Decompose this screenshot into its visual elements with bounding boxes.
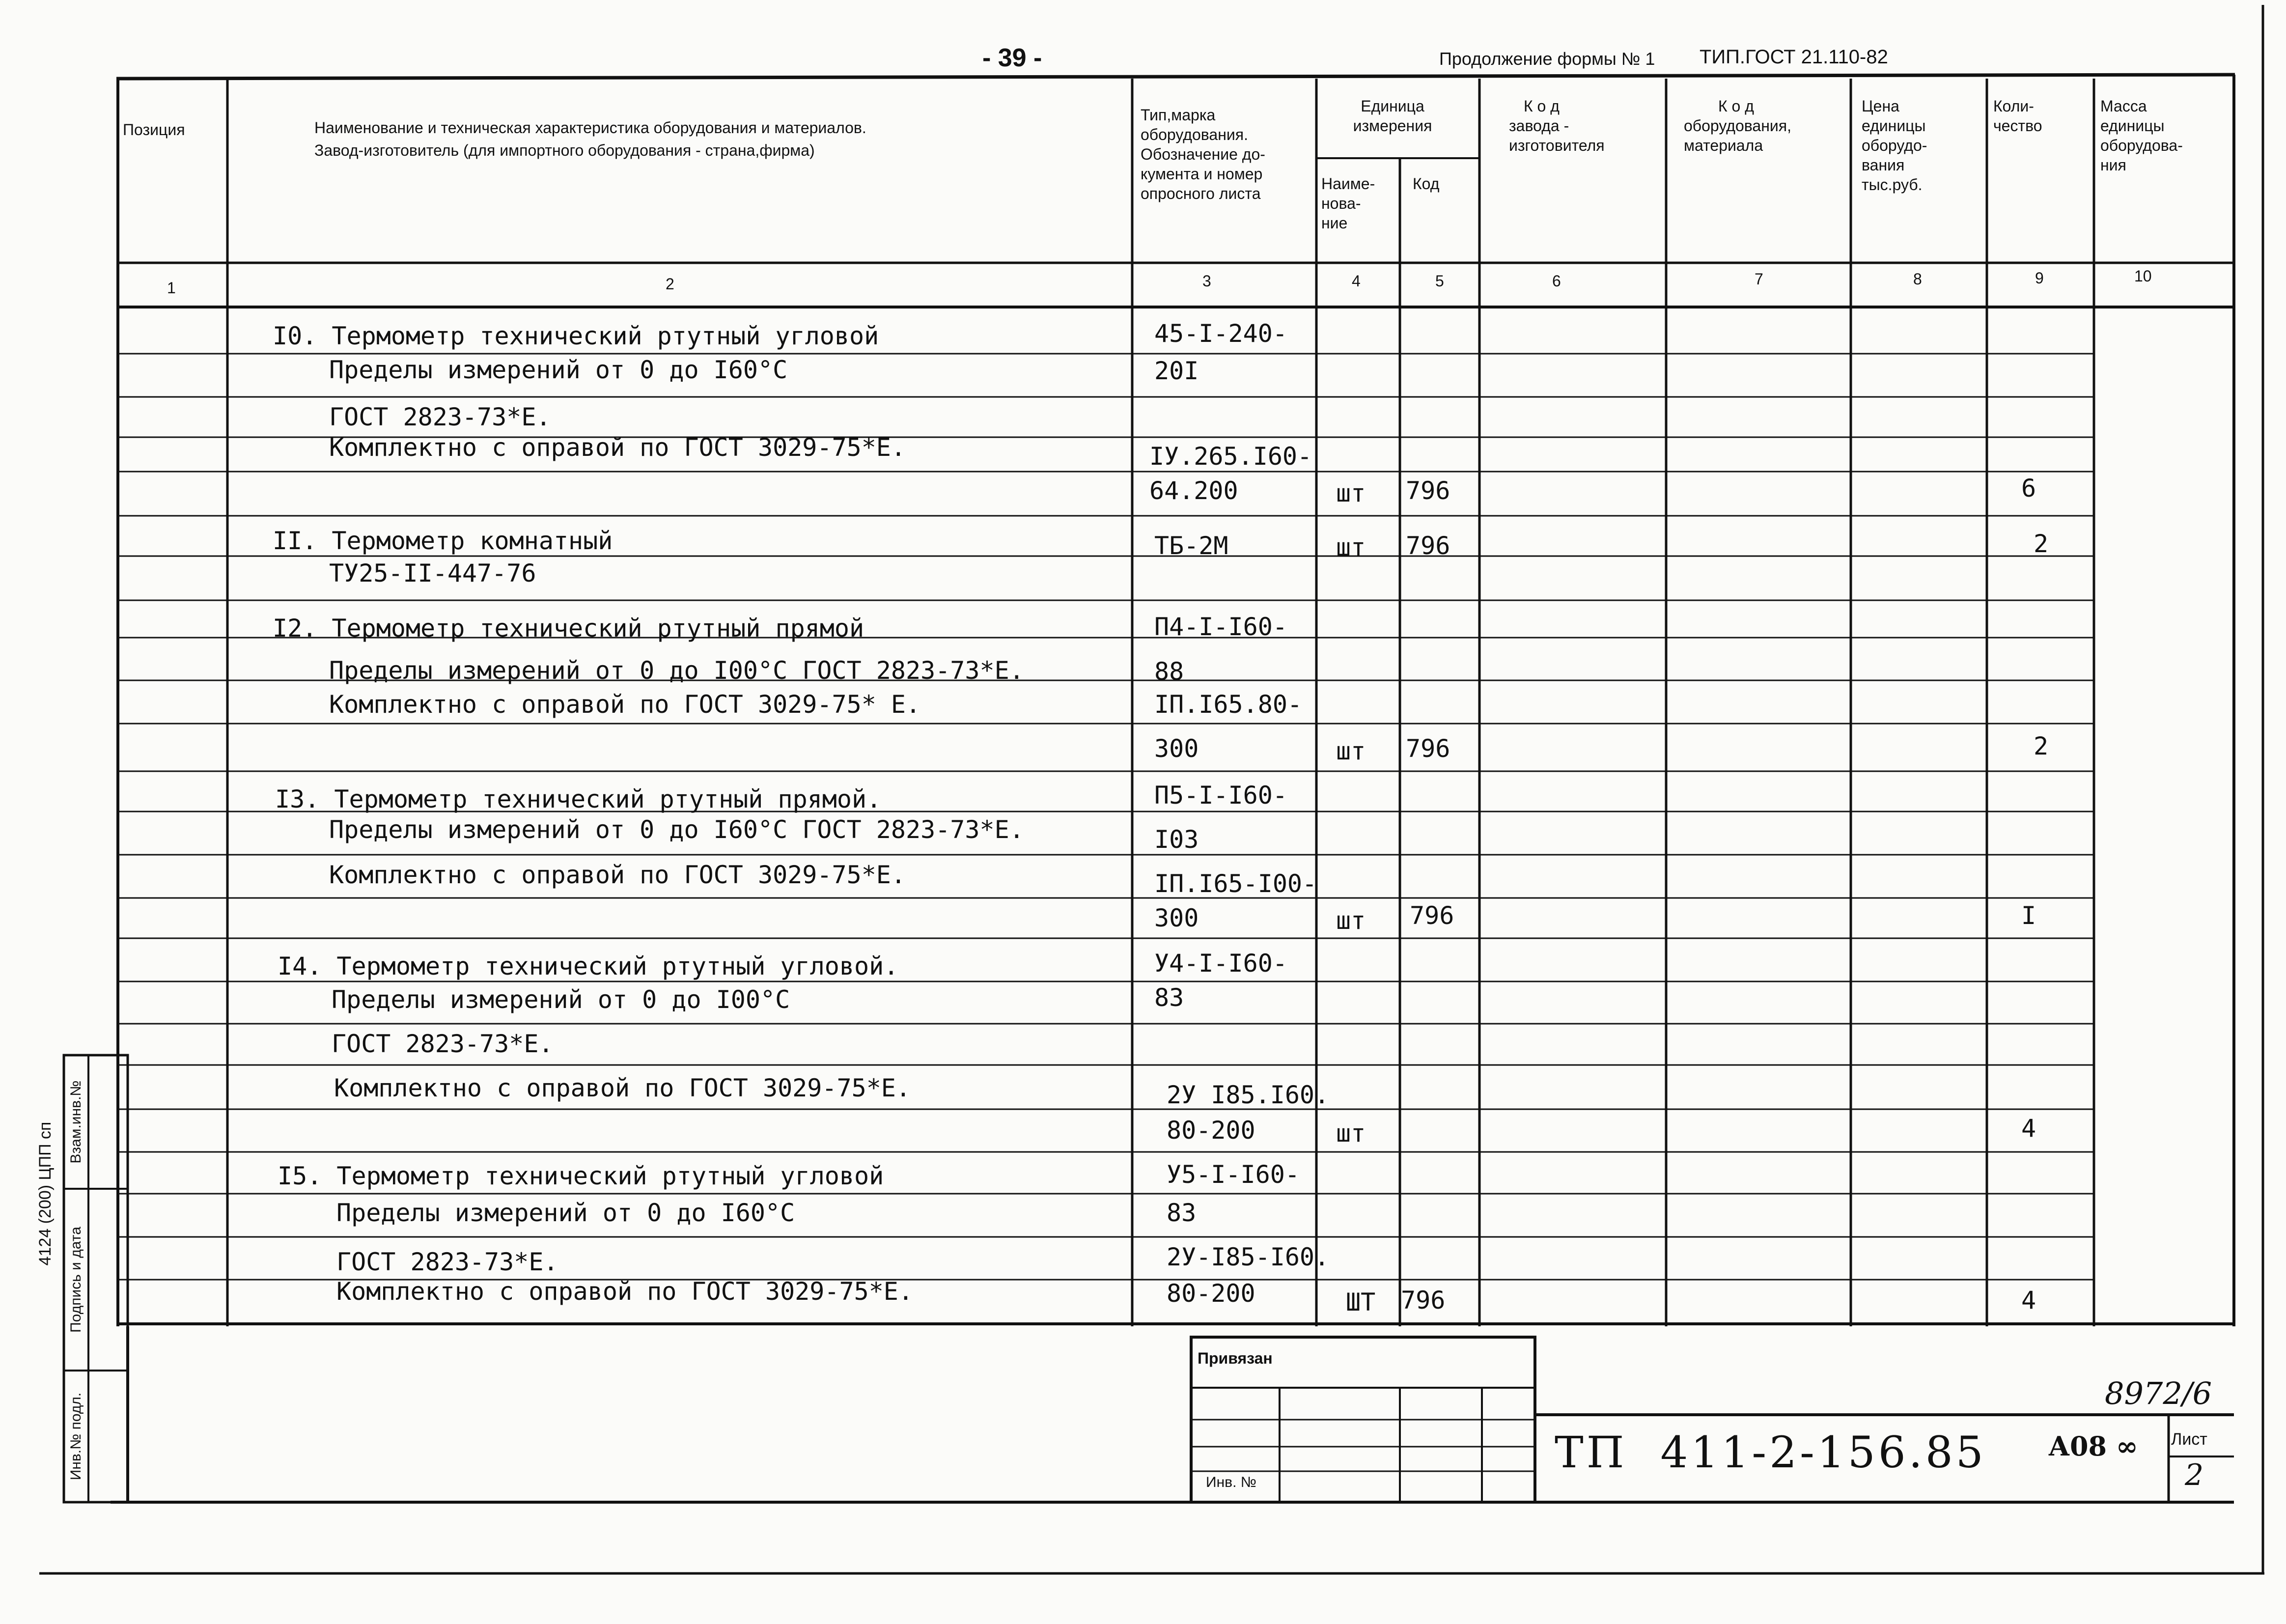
row-type: 88 (1154, 657, 1184, 686)
header-equipment-code-line: К о д (1718, 97, 1754, 115)
header-unit-group-line: измерения (1353, 117, 1432, 135)
row-name: ГОСТ 2823-73*Е. (332, 1030, 554, 1058)
row-type: IП.I65-I00- (1154, 869, 1317, 898)
row-name: I3. Термометр технический ртутный прямой. (275, 785, 882, 813)
document-number: 8972/6 (2105, 1375, 2212, 1411)
header-plant-code (1509, 96, 1605, 155)
album-mark: А08 ∞ (2048, 1430, 2138, 1462)
title-block-inv-no: Инв. № (1206, 1474, 1256, 1490)
column-number: 1 (167, 279, 176, 297)
column-number: 10 (2134, 267, 2152, 285)
row-unit: шт (1336, 1119, 1366, 1148)
row-name: ГОСТ 2823-73*Е. (329, 403, 551, 431)
row-name: I5. Термометр технический ртутный угловой (278, 1162, 884, 1190)
title-block-linked: Привязан (1198, 1349, 1273, 1367)
row-name: Комплектно с оправой по ГОСТ 3029-75* Е. (329, 690, 921, 719)
header-unit-code: Код (1413, 175, 1440, 193)
header-unit-name-line: ние (1321, 214, 1348, 232)
row-name: Комплектно с оправой по ГОСТ 3029-75*Е. (329, 433, 906, 462)
row-type: 300 (1154, 904, 1199, 932)
header-name-line1: Наименование и техническая характеристика оборудования и материалов. (314, 119, 866, 137)
row-type: IУ.265.I60- (1149, 442, 1312, 471)
row-name: II. Термометр комнатный (273, 527, 613, 555)
row-code: 796 (1406, 734, 1450, 763)
row-type: У4-I-I60- (1154, 949, 1287, 978)
header-price-line: единицы (1862, 117, 1926, 135)
header-plant-code-line: завода - (1509, 117, 1569, 135)
row-type: 20I (1154, 357, 1199, 385)
header-mass-line: единицы (2100, 117, 2165, 135)
row-quantity: 4 (2021, 1286, 2036, 1315)
row-quantity: 2 (2034, 732, 2049, 760)
row-name: Пределы измерений от 0 до I60°С (336, 1199, 795, 1227)
header-unit-name (1321, 174, 1375, 233)
header-unit-name-line: Наиме- (1321, 175, 1375, 193)
header-price-line: тыс.руб. (1862, 176, 1923, 194)
row-code: 796 (1401, 1286, 1446, 1315)
header-type-line: кумента и номер (1141, 165, 1263, 183)
document-code: ТП 411-2-156.85 (1555, 1427, 1986, 1478)
row-type: П5-I-I60- (1154, 781, 1287, 810)
row-type: 2У I85.I60. (1167, 1081, 1330, 1109)
row-name: ТУ25-II-447-76 (329, 559, 536, 588)
header-type-line: оборудования. (1141, 126, 1248, 143)
header-price-line: Цена (1862, 97, 1899, 115)
row-quantity: 6 (2021, 474, 2036, 503)
side-stamp-signature: Подпись и дата (68, 1227, 84, 1333)
row-unit: шт (1336, 533, 1366, 561)
column-number: 5 (1435, 272, 1444, 290)
row-type: 83 (1167, 1199, 1197, 1227)
row-name: Пределы измерений от 0 до I00°С ГОСТ 2823-73*Е. (329, 656, 1024, 685)
row-type: 80-200 (1167, 1116, 1255, 1145)
row-type: 64.200 (1149, 476, 1238, 505)
header-quantity (1993, 96, 2042, 136)
row-code: 796 (1410, 901, 1454, 930)
header-position: Позиция (123, 121, 185, 139)
header-mass (2100, 96, 2183, 175)
row-type: 300 (1154, 734, 1199, 763)
header-unit-group-line: Единица (1361, 97, 1424, 115)
column-number: 8 (1913, 270, 1922, 288)
row-type: 2У-I85-I60. (1167, 1243, 1330, 1271)
header-mass-line: ния (2100, 156, 2126, 174)
row-name: Пределы измерений от 0 до I60°С (329, 356, 788, 384)
header-type-line: Тип,марка (1141, 106, 1216, 124)
column-number: 4 (1352, 272, 1361, 290)
header-plant-code-line: К о д (1524, 97, 1560, 115)
header-equipment-code-line: оборудования, (1684, 117, 1791, 135)
row-type: 45-I-240- (1154, 319, 1287, 348)
row-quantity: 2 (2034, 530, 2049, 558)
header-equipment-code (1684, 96, 1791, 155)
row-type: I03 (1154, 825, 1199, 854)
side-stamp-original-inv: Инв.№ подл. (68, 1392, 84, 1481)
row-name: Пределы измерений от 0 до I00°С (332, 985, 790, 1014)
row-name: I4. Термометр технический ртутный угловой. (278, 952, 899, 980)
row-unit: ШТ (1346, 1288, 1376, 1316)
header-price (1862, 96, 1927, 195)
row-quantity: 4 (2021, 1114, 2036, 1143)
header-type-line: опросного листа (1141, 185, 1261, 202)
row-unit: шт (1336, 479, 1366, 507)
header-type-line: Обозначение до- (1141, 145, 1265, 163)
header-price-line: вания (1862, 156, 1905, 174)
row-type: 80-200 (1167, 1279, 1255, 1308)
sheet-number: 2 (2185, 1458, 2204, 1492)
column-number: 3 (1202, 272, 1211, 290)
header-mass-line: оборудова- (2100, 137, 2183, 154)
row-unit: шт (1336, 906, 1366, 935)
row-code: 796 (1406, 532, 1450, 560)
sheet-label: Лист (2171, 1430, 2207, 1449)
row-unit: шт (1336, 737, 1366, 765)
header-quantity-line: Коли- (1993, 97, 2034, 115)
row-type: ТБ-2М (1154, 532, 1228, 560)
row-name: Пределы измерений от 0 до I60°С ГОСТ 2823-73*Е. (329, 815, 1024, 844)
row-name: ГОСТ 2823-73*Е. (336, 1248, 558, 1276)
header-equipment-code-line: материала (1684, 137, 1763, 154)
column-number: 6 (1552, 272, 1561, 290)
header-name-line2: Завод-изготовитель (для импортного оборудования - страна,фирма) (314, 141, 815, 159)
header-mass-line: Масса (2100, 97, 2147, 115)
header-price-line: оборудо- (1862, 137, 1927, 154)
row-name: Комплектно с оправой по ГОСТ 3029-75*Е. (336, 1277, 913, 1306)
header-unit-name-line: нова- (1321, 195, 1361, 212)
row-type: IП.I65.80- (1154, 690, 1303, 719)
row-type: У5-I-I60- (1167, 1160, 1300, 1189)
header-plant-code-line: изготовителя (1509, 137, 1605, 154)
column-number: 7 (1755, 270, 1763, 288)
row-name: Комплектно с оправой по ГОСТ 3029-75*Е. (334, 1074, 911, 1102)
header-type (1141, 105, 1265, 203)
form-standard: ТИП.ГОСТ 21.110-82 (1700, 46, 1888, 68)
side-stamp-replacement: Взам.инв.№ (68, 1080, 84, 1164)
row-name: I0. Термометр технический ртутный угловой (273, 322, 879, 350)
header-quantity-line: чество (1993, 117, 2042, 135)
header-unit-group (1336, 96, 1449, 136)
row-code: 796 (1406, 476, 1450, 505)
row-type: 83 (1154, 983, 1184, 1012)
side-stamp-archive: 4124 (200) ЦПП сп (36, 1121, 55, 1266)
row-name: Комплектно с оправой по ГОСТ 3029-75*Е. (329, 861, 906, 889)
column-number: 9 (2035, 269, 2044, 287)
page-number: - 39 - (982, 44, 1042, 72)
row-name: I2. Термометр технический ртутный прямой (273, 614, 864, 643)
row-type: П4-I-I60- (1154, 613, 1287, 641)
column-number: 2 (666, 275, 674, 293)
form-continuation: Продолжение формы № 1 (1439, 49, 1655, 69)
row-quantity: I (2021, 901, 2036, 930)
